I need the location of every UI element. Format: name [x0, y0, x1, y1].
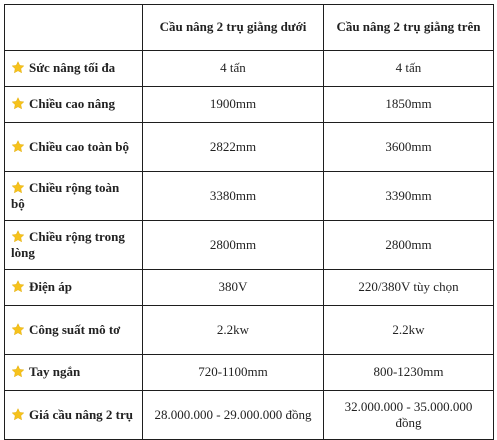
value-upper-brace: 4 tấn — [324, 51, 494, 87]
row-label-text: Tay ngắn — [29, 364, 81, 380]
value-upper-brace: 3600mm — [324, 123, 494, 172]
value-upper-brace: 2.2kw — [324, 306, 494, 355]
spec-comparison-table — [4, 4, 494, 440]
value-upper-brace: 800-1230mm — [324, 355, 494, 391]
value-lower-brace: 28.000.000 - 29.000.000 đồng — [143, 391, 324, 440]
star-icon — [11, 365, 25, 378]
value-lower-brace: 3380mm — [143, 172, 324, 221]
value-lower-brace: 2.2kw — [143, 306, 324, 355]
value-upper-brace: 220/380V tùy chọn — [324, 270, 494, 306]
value-lower-brace: 720-1100mm — [143, 355, 324, 391]
row-label-cell — [5, 172, 143, 221]
value-upper-brace: 2800mm — [324, 221, 494, 270]
star-icon — [11, 408, 25, 421]
header-lower-brace-lift: Cầu nâng 2 trụ giằng dưới — [143, 5, 324, 51]
header-upper-brace-lift: Cầu nâng 2 trụ giằng trên — [324, 5, 494, 51]
value-upper-brace: 3390mm — [324, 172, 494, 221]
header-empty-cell — [5, 5, 143, 51]
row-label-cell — [5, 355, 143, 391]
row-label-text: Chiều cao toàn bộ — [29, 138, 130, 154]
star-icon — [11, 140, 25, 153]
row-label-text: Chiều cao nâng — [29, 96, 115, 112]
row-label-text: Giá cầu nâng 2 trụ — [29, 406, 134, 422]
table-row — [5, 391, 494, 440]
row-label-cell — [5, 391, 143, 440]
star-icon — [11, 181, 25, 194]
row-label-text: Điện áp — [29, 279, 72, 295]
row-label-cell — [5, 270, 143, 306]
row-label-text: Công suất mô tơ — [29, 321, 121, 337]
table-row — [5, 172, 494, 221]
star-icon — [11, 61, 25, 74]
value-lower-brace: 4 tấn — [143, 51, 324, 87]
value-upper-brace: 32.000.000 - 35.000.000 đồng — [324, 391, 494, 440]
row-label-text: Chiều rộng toàn bộ — [11, 179, 120, 211]
row-label-text: Sức nâng tối đa — [29, 60, 116, 76]
row-label-cell — [5, 306, 143, 355]
table-row — [5, 221, 494, 270]
value-lower-brace: 2822mm — [143, 123, 324, 172]
value-lower-brace: 2800mm — [143, 221, 324, 270]
table-row — [5, 123, 494, 172]
row-label-cell — [5, 123, 143, 172]
table-row — [5, 270, 494, 306]
star-icon — [11, 230, 25, 243]
value-lower-brace: 1900mm — [143, 87, 324, 123]
table-row — [5, 87, 494, 123]
value-upper-brace: 1850mm — [324, 87, 494, 123]
row-label-cell — [5, 221, 143, 270]
value-lower-brace: 380V — [143, 270, 324, 306]
table-header-row — [5, 5, 494, 51]
row-label-cell — [5, 51, 143, 87]
star-icon — [11, 97, 25, 110]
table-row — [5, 306, 494, 355]
row-label-text: Chiều rộng trong lòng — [11, 228, 125, 260]
table-row — [5, 51, 494, 87]
star-icon — [11, 323, 25, 336]
table-row — [5, 355, 494, 391]
star-icon — [11, 280, 25, 293]
row-label-cell — [5, 87, 143, 123]
